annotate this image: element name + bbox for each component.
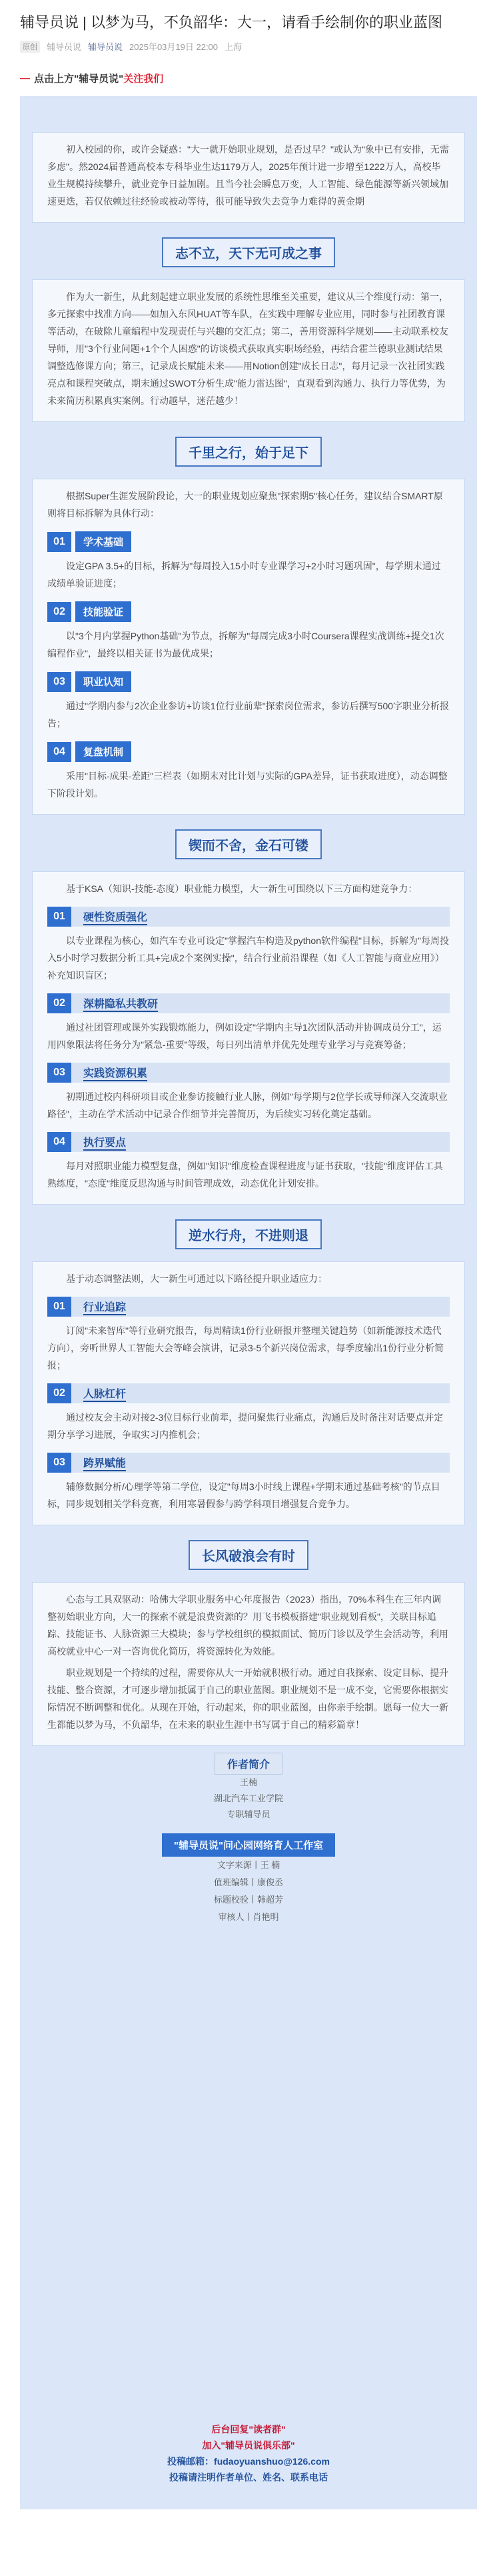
section-4-item-3-text: 辅修数据分析/心理学等第二学位，设定"每周3小时线上课程+学期末通过基础考核"的节点目标，同步规划相关学科竞赛，利用寒暑假参与跨学科项目增强复合竞争力。 — [47, 1481, 440, 1509]
original-tag: 原创 — [20, 41, 40, 53]
section-3-item-3-header: 03 实践资源积累 — [47, 1063, 450, 1083]
publish-datetime: 2025年03月19日 22:00 — [129, 42, 219, 52]
account-link[interactable]: 辅导员说 — [88, 42, 123, 52]
section-3-item-1-text: 以专业课程为核心，如汽车专业可设定"掌握汽车构造及python软件编程"目标，拆解为"每周投入5小时学习数据分析工具+完成2个案例实操"，结合行业前沿课程（如《人工智能与商业应用》）补充知识盲区； — [47, 935, 449, 981]
section-4-item-2-text: 通过校友会主动对接2-3位目标行业前辈，提问聚焦行业痛点，沟通后及时备注对话要点并定期分享学习进展，争取实习内推机会； — [47, 1412, 444, 1440]
footer-email[interactable]: 投稿邮箱：fudaoyuanshuo@126.com — [167, 2456, 330, 2467]
section-3-item-2-header: 02 深耕隐私共教研 — [47, 993, 450, 1013]
section-3-item-4-header: 04 执行要点 — [47, 1132, 450, 1152]
follow-prefix: 点击上方"辅导员说" — [34, 73, 124, 85]
author-line: 湖北汽车工业学院 — [213, 1793, 283, 1803]
article-title: 辅导员说 | 以梦为马，不负韶华：大一，请看手绘制你的职业蓝图 — [20, 14, 442, 31]
section-1-panel — [32, 279, 465, 422]
section-2-item-4-header: 04 复盘机制 — [47, 741, 450, 762]
team-block — [32, 1833, 465, 1926]
author-line: 专职辅导员 — [227, 1809, 270, 1819]
section-3-item-4-text: 每月对照职业能力模型复盘，例如"知识"维度检查课程进度与证书获取，"技能"维度评估工具熟练度，"态度"维度反思沟通与时间管理成效，动态优化计划安排。 — [47, 1161, 443, 1189]
section-5-title: 长风破浪会有时 — [32, 1540, 465, 1570]
footer-line-1: 后台回复"读者群" — [211, 2424, 286, 2435]
section-5-paragraph-2: 职业规划是一个持续的过程，需要你从大一开始就积极行动。通过自我探索、设定目标、提升技能、整合资源，才可逐步增加抵属于自己的职业蓝图。职业规划不是一成不变，它需要你根据实际情况不断调整和优化。从现在开始，行动起来，你的职业蓝图，由你亲手绘制。愿每一位大一新生都能以梦为马，不负韶华，在未来的职业生涯中书写属于自己的精彩篇章！ — [47, 1667, 448, 1730]
section-4-item-1-header: 01 行业追踪 — [47, 1297, 450, 1317]
section-3-item-3-text: 初期通过校内科研项目或企业参访接触行业人脉，例如"每学期与2位学长或导师深入交流职业路径"，主动在学术活动中记录合作细节并完善简历，为后续实习转化奠定基础。 — [47, 1091, 448, 1119]
section-4-panel — [32, 1261, 465, 1525]
section-5-panel — [32, 1582, 465, 1746]
publish-location: 上海 — [225, 42, 243, 52]
footer-block — [32, 2421, 465, 2485]
section-2-item-4-text: 采用"目标-成果-差距"三栏表（如期末对比计划与实际的GPA差异，证书获取进度），动态调整下阶段计划。 — [47, 771, 448, 799]
footer-line-2: 加入"辅导员说俱乐部" — [202, 2440, 295, 2451]
article-body — [20, 96, 477, 2509]
author-name: 辅导员说 — [47, 42, 82, 52]
team-line: 值班编辑丨康俊丞 — [213, 1877, 283, 1887]
section-3-title: 锲而不舍，金石可镂 — [32, 829, 465, 859]
intro-panel — [32, 132, 465, 223]
section-2-item-2-header: 02 技能验证 — [47, 601, 450, 622]
section-3-intro: 基于KSA（知识-技能-态度）职业能力模型，大一新生可围绕以下三方面构建竞争力： — [66, 883, 418, 894]
section-4-item-3-header: 03 跨界赋能 — [47, 1453, 450, 1473]
section-4-intro: 基于动态调整法则，大一新生可通过以下路径提升职业适应力： — [66, 1273, 327, 1284]
footer-line-4: 投稿请注明作者单位、姓名、联系电话 — [169, 2472, 328, 2483]
section-3-item-2-text: 通过社团管理或课外实践锻炼能力，例如设定"学期内主导1次团队活动并协调成员分工"，运用四象限法将任务分为"紧急-重要"等级，每日列出清单并优先处理专业学习与竞赛筹备； — [47, 1022, 442, 1050]
section-2-panel — [32, 479, 465, 815]
team-heading: "辅导员说"问心园网络育人工作室 — [162, 1833, 335, 1857]
section-4-title: 逆水行舟，不进则退 — [32, 1219, 465, 1249]
author-line: 王楠 — [239, 1777, 257, 1787]
section-3-item-1-header: 01 硬性资质强化 — [47, 907, 450, 927]
article-meta — [20, 40, 478, 53]
section-4-item-2-header: 02 人脉杠杆 — [47, 1383, 450, 1403]
author-heading: 作者简介 — [215, 1753, 282, 1775]
team-line: 文字来源丨王 楠 — [217, 1860, 280, 1870]
follow-dash: — — [20, 73, 30, 84]
section-5-paragraph-1: 心态与工具双驱动：哈佛大学职业服务中心年度报告（2023）指出，70%本科生在三年内调整初始职业方向，大一的探索不就是浪费资源的？用飞书模板搭建"职业规划看板"，关联目标追踪、技能证书、人脉资源三大模块；参与学校组织的模拟面试、简历门诊以及学生会活动等，利用高校就业中心一对一咨询优化简历，将资源转化为效能。 — [47, 1594, 448, 1657]
intro-text: 初入校园的你，或许会疑惑："大一就开始职业规划，是否过早？"或认为"象中已有安排，无需多虑"。然2024届普通高校本专科毕业生达1179万人，2025年预计进一步增至1222万人，高校毕业生规模持续攀升，就业竞争日益加剧。且当今社会瞬息万变，人工智能、绿色能源等新兴领域加速更迭，若仅依赖过往经验或被动等待，很可能导致失去竞争力难得的黄金期 — [47, 144, 449, 207]
section-2-item-2-text: 以"3个月内掌握Python基础"为节点，拆解为"每周完成3小时Coursera课程实战训练+提交1次编程作业"，最终以相关证书为最优成果； — [47, 631, 444, 659]
team-line: 标题校验丨韩超芳 — [213, 1895, 283, 1905]
follow-banner[interactable] — [20, 71, 477, 85]
section-2-intro: 根据Super生涯发展阶段论，大一的职业规划应聚焦"探索期5"核心任务，建议结合SMART原则将目标拆解为具体行动： — [47, 491, 443, 519]
article-header — [0, 0, 497, 53]
follow-suffix[interactable]: 关注我们 — [123, 73, 164, 85]
section-2-title: 千里之行，始于足下 — [32, 437, 465, 467]
section-2-item-3-text: 通过"学期内参与2次企业参访+访谈1位行业前辈"探索岗位需求，参访后撰写500字职业分析报告； — [47, 701, 450, 729]
section-4-item-1-text: 订阅"未来智库"等行业研究报告，每周精读1份行业研报并整理关键趋势（如新能源技术迭代方向），旁听世界人工智能大会等峰会演讲，记录3-5个新兴岗位需求，每季度输出1份行业分析简报； — [47, 1325, 444, 1371]
section-2-item-1-header: 01 学术基础 — [47, 531, 450, 552]
section-1-title: 志不立，天下无可成之事 — [32, 237, 465, 267]
team-line: 审核人丨肖艳明 — [218, 1912, 279, 1922]
section-3-panel — [32, 871, 465, 1205]
author-block — [32, 1753, 465, 1823]
section-2-item-1-text: 设定GPA 3.5+的目标，拆解为"每周投入15小时专业课学习+2小时习题巩固"，每学期末通过成绩单验证进度； — [47, 561, 441, 589]
section-2-item-3-header: 03 职业认知 — [47, 671, 450, 692]
section-1-paragraph: 作为大一新生，从此刻起建立职业发展的系统性思维至关重要，建议从三个维度行动：第一，多元探索中找准方向——如加入东风HUAT等车队，在实践中理解专业应用，同时参与社团教育课等活动，在破除儿童编程中发现责任与兴趣的交汇点；第二，善用资源科学规划——主动联系校友导师，用"3个行业问题+1个个人困惑"的访谈模式获取真实职场经验，再结合霍兰德职业测试结果调整选修课方向；第三，记录成长赋能未来——用Notion创建"成长日志"，每月记录一次社团实践亮点和课程突破点，期末通过SWOT分析生成"能力雷达图"，直观看到沟通力、执行力等优势，为未来简历积累真实案例。行动越早，迷茫越少！ — [47, 291, 448, 406]
